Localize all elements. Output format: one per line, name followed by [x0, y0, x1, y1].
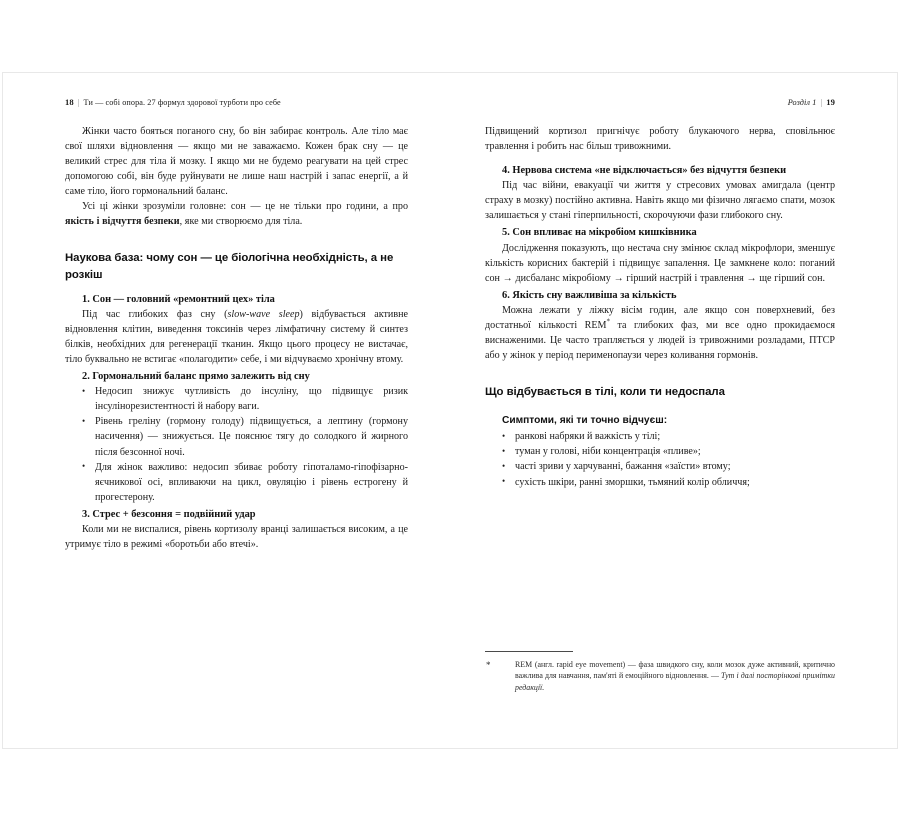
subheading-item-2: 2. Гормональний баланс прямо залежить від сну	[82, 371, 310, 383]
paragraph-2-emphasis: якість і відчуття безпеки	[65, 216, 180, 228]
running-head-separator: |	[820, 98, 823, 107]
book-spread	[3, 73, 897, 748]
paragraph-2-suffix: , яке ми створюємо для тіла.	[179, 216, 303, 228]
book-title-running-head: Ти — собі опора. 27 формул здорової турботи про себе	[83, 98, 281, 107]
symptoms-lead-in: Симптоми, які ти точно відчуєш:	[502, 415, 668, 427]
chapter-running-head: Розділ 1	[787, 98, 817, 107]
paragraph-item-6	[485, 303, 835, 363]
list-item: • ранкові набряки й важкість у тілі;	[485, 429, 835, 444]
left-page-body	[65, 107, 408, 552]
book-page-sheet	[3, 73, 897, 748]
list-item: • Для жінок важливо: недосип збиває роботу гіпоталамо-гіпофізарно-яєчникової осі, впливаючи на цикл, овуляцію і рівень естрогену й прогестерону.	[65, 460, 408, 505]
footnote-zone	[485, 651, 835, 693]
list-item: • Недосип знижує чутливість до інсуліну, що підвищує ризик інсулінорезистентності й набору ваги.	[65, 384, 408, 414]
subheading-item-5: 5. Сон впливає на мікробіом кишківника	[502, 227, 697, 239]
footnote-text: REM (англ. rapid eye movement) — фаза швидкого сну, коли мозок дуже активний, критично важлива для навчання, пам'яті й емоційного відновлення. —	[515, 659, 835, 681]
section-heading-science-base: Наукова база: чому сон — це біологічна необхідність, а не розкіш	[65, 252, 394, 281]
paragraph-intro-1: Жінки часто бояться поганого сну, бо він забирає контроль. Але тіло має свої шляхи відновлення — якщо ми не заважаємо. Кожен брак сну — це великий стрес для тіла й мозку. І якщо ми не будемо реагувати на цей стрес допомогою собі, він буде руйнувати не лише наш настрій і запас енергії, а й саме тіло, його гормональний баланс.	[65, 126, 408, 198]
subheading-item-1: 1. Сон — головний «ремонтний цех» тіла	[82, 293, 275, 305]
subheading-item-4: 4. Нервова система «не відключається» без відчуття безпеки	[502, 165, 787, 177]
page-number-right: 19	[826, 97, 835, 107]
running-head-right	[485, 73, 835, 107]
right-page-body	[485, 107, 835, 490]
subheading-item-3: 3. Стрес + безсоння = подвійний удар	[82, 508, 256, 520]
footnote-editorial-note: Тут і далі посторінкові примітки редакції.	[515, 671, 835, 692]
running-head-left	[65, 73, 408, 107]
page-number-left: 18	[65, 97, 74, 107]
list-item: • туман у голові, ніби концентрація «пливе»;	[485, 444, 835, 459]
left-page	[3, 73, 450, 748]
paragraph-item-5: Дослідження показують, що нестача сну змінює склад мікрофлори, зменшує кількість корисних бактерій і підвищує запалення. Це замкнене коло: поганий сон → дисбаланс мікробіому → гірший настрій і травлення → ще гірший сон.	[485, 242, 835, 284]
footnote-marker: *	[486, 659, 491, 670]
running-head-separator: |	[77, 98, 80, 107]
footnote-rem	[485, 659, 835, 693]
item-1-italic-term: slow-wave sleep	[227, 308, 300, 320]
list-item: • Рівень греліну (гормону голоду) підвищується, а лептину (гормону насичення) — знижується. Це пояснює тягу до солодкого й жирного після безсонної ночі.	[65, 414, 408, 459]
right-page	[450, 73, 897, 748]
bullet-list-hormones	[65, 384, 408, 504]
paragraph-2-prefix: Усі ці жінки зрозуміли головне: сон — це не тільки про години, а про	[82, 201, 408, 213]
item-6-text-before-footnote-ref: Можна лежати у ліжку вісім годин, але якщо сон поверхневий, без достатньої кількості REM	[485, 304, 835, 332]
subheading-item-6: 6. Якість сну важливіша за кількість	[502, 289, 677, 301]
bullet-list-symptoms	[485, 429, 835, 489]
paragraph-intro-2	[65, 199, 408, 229]
list-item: • сухість шкіри, ранні зморшки, тьмяний колір обличчя;	[485, 475, 835, 490]
item-6-text-after-footnote-ref: та глибоких фаз, ми все одно прокидаємося виснаженими. Це часто трапляється у людей із тривожними розладами, ПТСР або у жінок у період перименопаузи через коливання гормонів.	[485, 320, 835, 362]
item-1-text-after-italic: ) відбувається активне відновлення клітин, виведення токсинів через лімфатичну систему й синтез білків, необхідних для регенерації тканин. Якщо цього процесу не вистачає, тіло буквально не встигає «полагодити» себе, і ми відчуваємо хронічну втому.	[65, 308, 408, 366]
paragraph-cortisol-continuation: Підвищений кортизол пригнічує роботу блукаючого нерва, сповільнює травлення і робить нас більш тривожними.	[485, 126, 835, 153]
item-1-text-before-italic: Під час глибоких фаз сну (	[82, 308, 228, 320]
list-item: • часті зриви у харчуванні, бажання «заїсти» втому;	[485, 459, 835, 474]
paragraph-item-3: Коли ми не виспалися, рівень кортизолу вранці залишається високим, а це утримує тіло в режимі «боротьби або втечі».	[65, 523, 408, 550]
footnote-separator-rule	[485, 651, 573, 652]
footnote-reference-marker: *	[606, 317, 610, 326]
section-heading-what-happens: Що відбувається в тілі, коли ти недоспала	[485, 386, 725, 399]
paragraph-item-4: Під час війни, евакуації чи життя у стресових умовах амигдала (центр страху в мозку) постійно активна. Навіть якщо ми фізично лягаємо спати, мозок залишається у стані гіперпильності, скорочуючи фази глибокого сну.	[485, 180, 835, 222]
paragraph-item-1	[65, 307, 408, 367]
